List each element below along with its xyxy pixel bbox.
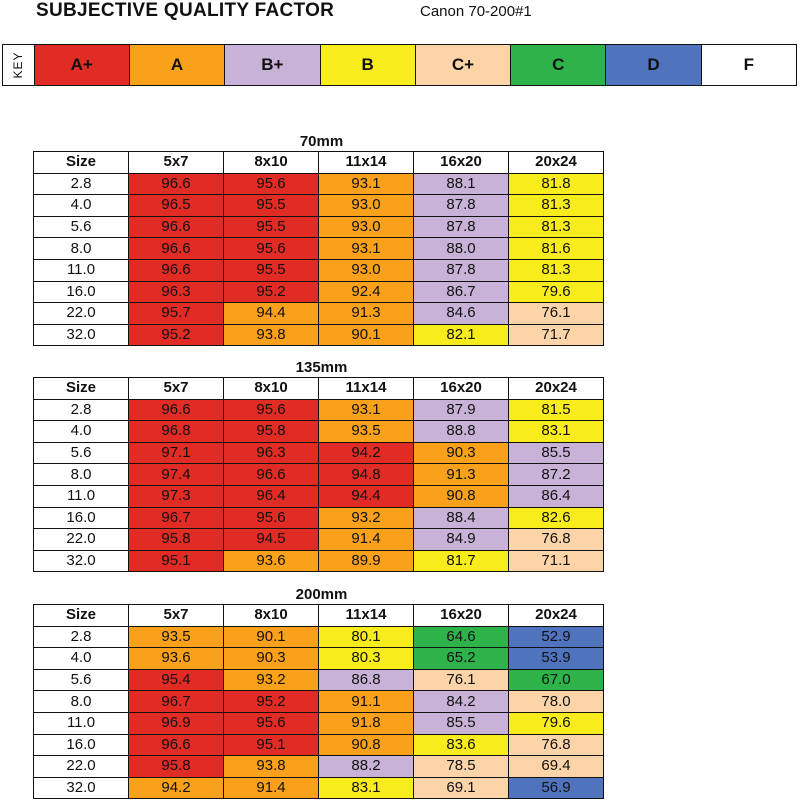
table-row	[34, 173, 604, 195]
score-cell: 88.8	[414, 421, 509, 443]
score-cell: 91.1	[319, 691, 414, 713]
table-header-row	[34, 378, 604, 400]
score-cell: 82.6	[509, 507, 604, 529]
score-cell: 95.6	[224, 712, 319, 734]
quality-table	[33, 151, 604, 346]
key-grade-c: C	[511, 45, 606, 85]
score-cell: 91.4	[319, 529, 414, 551]
size-cell: 2.8	[34, 173, 129, 195]
size-cell: 5.6	[34, 216, 129, 238]
score-cell: 94.2	[319, 442, 414, 464]
score-cell: 85.5	[509, 442, 604, 464]
score-cell: 87.9	[414, 399, 509, 421]
score-cell: 53.9	[509, 648, 604, 670]
score-cell: 84.6	[414, 303, 509, 325]
score-cell: 79.6	[509, 712, 604, 734]
column-header: 11x14	[319, 152, 414, 174]
score-cell: 90.1	[224, 626, 319, 648]
column-header: Size	[34, 378, 129, 400]
score-cell: 93.0	[319, 195, 414, 217]
score-cell: 95.6	[224, 173, 319, 195]
score-cell: 90.8	[414, 485, 509, 507]
size-cell: 2.8	[34, 399, 129, 421]
score-cell: 95.7	[129, 303, 224, 325]
column-header: 16x20	[414, 378, 509, 400]
score-cell: 88.4	[414, 507, 509, 529]
score-cell: 95.4	[129, 669, 224, 691]
column-header: 8x10	[224, 378, 319, 400]
score-cell: 96.7	[129, 691, 224, 713]
score-cell: 81.3	[509, 216, 604, 238]
size-cell: 32.0	[34, 550, 129, 572]
score-cell: 71.7	[509, 324, 604, 346]
score-cell: 93.5	[319, 421, 414, 443]
score-cell: 84.9	[414, 529, 509, 551]
score-cell: 96.4	[224, 485, 319, 507]
score-cell: 93.0	[319, 259, 414, 281]
score-cell: 78.5	[414, 756, 509, 778]
key-label-cell	[3, 45, 35, 85]
table-row	[34, 485, 604, 507]
section-title: 200mm	[295, 586, 348, 603]
score-cell: 96.3	[224, 442, 319, 464]
score-cell: 95.8	[129, 756, 224, 778]
table-row	[34, 550, 604, 572]
score-cell: 87.2	[509, 464, 604, 486]
size-cell: 8.0	[34, 238, 129, 260]
table-row	[34, 216, 604, 238]
score-cell: 86.8	[319, 669, 414, 691]
table-row	[34, 303, 604, 325]
table-row	[34, 399, 604, 421]
score-cell: 93.6	[224, 550, 319, 572]
key-grade-f: F	[702, 45, 796, 85]
score-cell: 76.8	[509, 529, 604, 551]
score-cell: 76.1	[414, 669, 509, 691]
table-header-row	[34, 152, 604, 174]
size-cell: 5.6	[34, 442, 129, 464]
table-row	[34, 529, 604, 551]
score-cell: 95.2	[224, 691, 319, 713]
grade-key	[2, 44, 797, 86]
score-cell: 93.8	[224, 324, 319, 346]
size-cell: 16.0	[34, 734, 129, 756]
score-cell: 95.5	[224, 259, 319, 281]
score-cell: 88.1	[414, 173, 509, 195]
table-row	[34, 195, 604, 217]
score-cell: 97.1	[129, 442, 224, 464]
score-cell: 95.6	[224, 238, 319, 260]
score-cell: 79.6	[509, 281, 604, 303]
score-cell: 67.0	[509, 669, 604, 691]
score-cell: 71.1	[509, 550, 604, 572]
table-row	[34, 734, 604, 756]
score-cell: 90.3	[414, 442, 509, 464]
score-cell: 95.1	[129, 550, 224, 572]
size-cell: 8.0	[34, 691, 129, 713]
column-header: 5x7	[129, 152, 224, 174]
score-cell: 88.2	[319, 756, 414, 778]
score-cell: 96.8	[129, 421, 224, 443]
quality-table	[33, 377, 604, 572]
table-row	[34, 626, 604, 648]
table-row	[34, 259, 604, 281]
score-cell: 93.1	[319, 173, 414, 195]
score-cell: 95.6	[224, 399, 319, 421]
score-cell: 96.6	[129, 216, 224, 238]
score-cell: 52.9	[509, 626, 604, 648]
table-row	[34, 777, 604, 799]
key-grade-b: B	[321, 45, 416, 85]
score-cell: 76.1	[509, 303, 604, 325]
table-row	[34, 712, 604, 734]
key-grade-b-plus: B+	[225, 45, 320, 85]
score-cell: 83.1	[509, 421, 604, 443]
quality-table	[33, 604, 604, 799]
column-header: 20x24	[509, 152, 604, 174]
size-cell: 22.0	[34, 303, 129, 325]
score-cell: 90.1	[319, 324, 414, 346]
table-header-row	[34, 605, 604, 627]
score-cell: 65.2	[414, 648, 509, 670]
column-header: 11x14	[319, 605, 414, 627]
size-cell: 5.6	[34, 669, 129, 691]
size-cell: 2.8	[34, 626, 129, 648]
key-grade-d: D	[606, 45, 701, 85]
score-cell: 94.2	[129, 777, 224, 799]
column-header: 8x10	[224, 152, 319, 174]
size-cell: 32.0	[34, 324, 129, 346]
score-cell: 95.2	[129, 324, 224, 346]
score-cell: 96.7	[129, 507, 224, 529]
column-header: 20x24	[509, 378, 604, 400]
score-cell: 81.7	[414, 550, 509, 572]
score-cell: 87.8	[414, 259, 509, 281]
score-cell: 90.3	[224, 648, 319, 670]
column-header: 16x20	[414, 152, 509, 174]
score-cell: 80.3	[319, 648, 414, 670]
section-title: 70mm	[299, 133, 344, 150]
score-cell: 96.5	[129, 195, 224, 217]
size-cell: 32.0	[34, 777, 129, 799]
score-cell: 96.3	[129, 281, 224, 303]
size-cell: 16.0	[34, 507, 129, 529]
score-cell: 82.1	[414, 324, 509, 346]
score-cell: 95.8	[224, 421, 319, 443]
size-cell: 4.0	[34, 195, 129, 217]
score-cell: 90.8	[319, 734, 414, 756]
score-cell: 97.3	[129, 485, 224, 507]
score-cell: 93.8	[224, 756, 319, 778]
size-cell: 22.0	[34, 529, 129, 551]
size-cell: 4.0	[34, 648, 129, 670]
score-cell: 56.9	[509, 777, 604, 799]
column-header: Size	[34, 605, 129, 627]
table-row	[34, 442, 604, 464]
size-cell: 22.0	[34, 756, 129, 778]
score-cell: 93.0	[319, 216, 414, 238]
size-cell: 11.0	[34, 485, 129, 507]
score-cell: 76.8	[509, 734, 604, 756]
score-cell: 93.2	[319, 507, 414, 529]
score-cell: 86.7	[414, 281, 509, 303]
score-cell: 91.3	[319, 303, 414, 325]
score-cell: 93.2	[224, 669, 319, 691]
score-cell: 95.6	[224, 507, 319, 529]
score-cell: 96.6	[129, 734, 224, 756]
key-grade-a: A	[130, 45, 225, 85]
score-cell: 96.6	[224, 464, 319, 486]
column-header: 5x7	[129, 378, 224, 400]
score-cell: 94.4	[224, 303, 319, 325]
size-cell: 8.0	[34, 464, 129, 486]
table-row	[34, 507, 604, 529]
size-cell: 11.0	[34, 712, 129, 734]
size-cell: 16.0	[34, 281, 129, 303]
score-cell: 81.3	[509, 259, 604, 281]
table-row	[34, 756, 604, 778]
score-cell: 94.4	[319, 485, 414, 507]
score-cell: 89.9	[319, 550, 414, 572]
key-grade-c-plus: C+	[416, 45, 511, 85]
column-header: 8x10	[224, 605, 319, 627]
score-cell: 91.3	[414, 464, 509, 486]
table-row	[34, 238, 604, 260]
size-cell: 11.0	[34, 259, 129, 281]
score-cell: 96.9	[129, 712, 224, 734]
column-header: 16x20	[414, 605, 509, 627]
score-cell: 93.1	[319, 238, 414, 260]
score-cell: 95.8	[129, 529, 224, 551]
column-header: 20x24	[509, 605, 604, 627]
score-cell: 87.8	[414, 195, 509, 217]
score-cell: 83.1	[319, 777, 414, 799]
score-cell: 88.0	[414, 238, 509, 260]
score-cell: 69.1	[414, 777, 509, 799]
column-header: 11x14	[319, 378, 414, 400]
score-cell: 97.4	[129, 464, 224, 486]
score-cell: 86.4	[509, 485, 604, 507]
score-cell: 94.8	[319, 464, 414, 486]
table-row	[34, 421, 604, 443]
score-cell: 96.6	[129, 238, 224, 260]
score-cell: 69.4	[509, 756, 604, 778]
table-row	[34, 324, 604, 346]
key-label: KEY	[11, 51, 26, 79]
score-cell: 95.5	[224, 216, 319, 238]
score-cell: 91.8	[319, 712, 414, 734]
score-cell: 83.6	[414, 734, 509, 756]
score-cell: 81.8	[509, 173, 604, 195]
score-cell: 93.5	[129, 626, 224, 648]
score-cell: 81.5	[509, 399, 604, 421]
size-cell: 4.0	[34, 421, 129, 443]
score-cell: 87.8	[414, 216, 509, 238]
score-cell: 80.1	[319, 626, 414, 648]
table-row	[34, 281, 604, 303]
column-header: Size	[34, 152, 129, 174]
score-cell: 96.6	[129, 399, 224, 421]
score-cell: 85.5	[414, 712, 509, 734]
score-cell: 78.0	[509, 691, 604, 713]
score-cell: 92.4	[319, 281, 414, 303]
score-cell: 95.5	[224, 195, 319, 217]
score-cell: 93.1	[319, 399, 414, 421]
score-cell: 81.3	[509, 195, 604, 217]
score-cell: 91.4	[224, 777, 319, 799]
score-cell: 95.1	[224, 734, 319, 756]
score-cell: 94.5	[224, 529, 319, 551]
score-cell: 96.6	[129, 259, 224, 281]
score-cell: 64.6	[414, 626, 509, 648]
section-title: 135mm	[295, 359, 348, 376]
score-cell: 81.6	[509, 238, 604, 260]
score-cell: 95.2	[224, 281, 319, 303]
key-grade-a-plus: A+	[35, 45, 130, 85]
score-cell: 93.6	[129, 648, 224, 670]
table-row	[34, 669, 604, 691]
lens-name: Canon 70-200#1	[420, 3, 532, 20]
table-row	[34, 464, 604, 486]
column-header: 5x7	[129, 605, 224, 627]
page-title: SUBJECTIVE QUALITY FACTOR	[36, 0, 335, 21]
table-row	[34, 691, 604, 713]
score-cell: 96.6	[129, 173, 224, 195]
score-cell: 84.2	[414, 691, 509, 713]
table-row	[34, 648, 604, 670]
